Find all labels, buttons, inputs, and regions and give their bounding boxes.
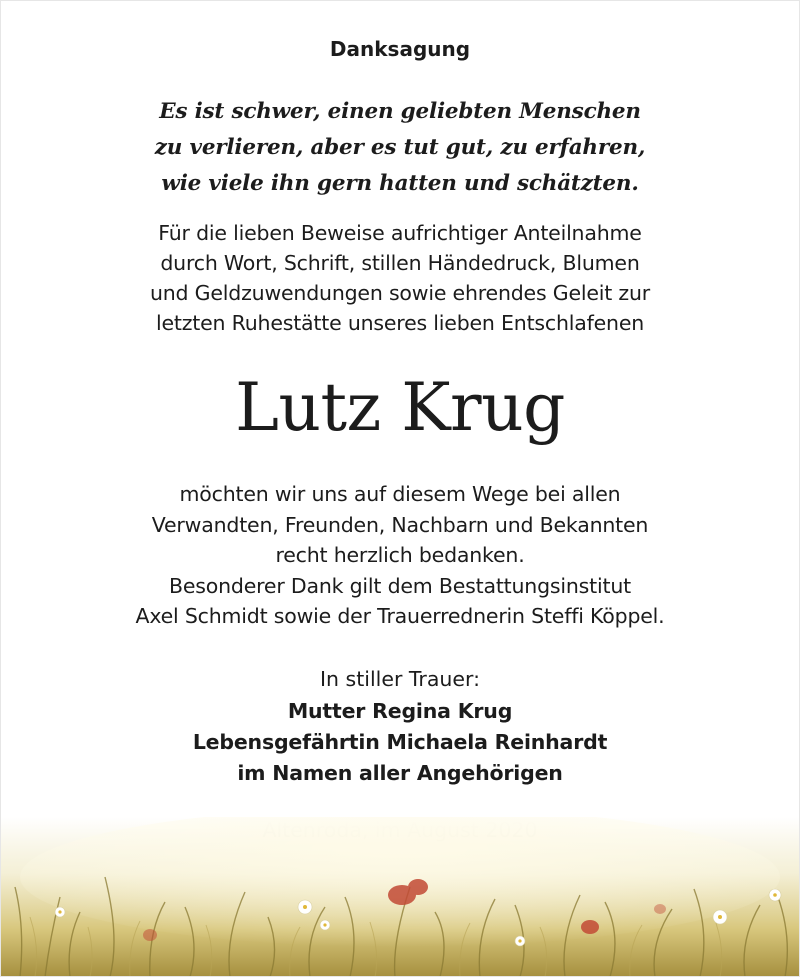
closing-line: Besonderer Dank gilt dem Bestattungsinstitut [169,573,631,598]
thanks-line: Für die lieben Beweise aufrichtiger Anteilnahme [158,221,642,245]
closing-line: recht herzlich bedanken. [275,543,525,567]
mourner-name: im Namen aller Angehörigen [237,761,563,785]
closing-line: möchten wir uns auf diesem Wege bei allen [179,482,621,506]
mourner-name: Mutter Regina Krug [287,699,513,723]
thanks-line: letzten Ruhestätte unseres lieben Entschlafenen [155,311,645,335]
quote-line: wie viele ihn gern hatten und schätzten. [161,171,639,196]
quote-line: zu verlieren, aber es tut gut, zu erfahren, [154,135,646,160]
mourner-name: Lebensgefährtin Michaela Reinhardt [192,730,608,754]
thanks-line: durch Wort, Schrift, stillen Händedruck, Blumen [160,251,640,275]
quote-line: Es ist schwer, einen geliebten Menschen [159,99,641,124]
closing-line: Axel Schmidt sowie der Trauerrednerin Steffi Köppel. [135,604,665,628]
notice-heading: Danksagung [329,37,471,61]
deceased-name: Lutz Krug [235,369,565,446]
mourning-intro: In stiller Trauer: [320,667,480,691]
thanks-line: und Geldzuwendungen sowie ehrendes Geleit zur [149,281,651,305]
closing-line: Verwandten, Freunden, Nachbarn und Bekannten [151,512,649,537]
